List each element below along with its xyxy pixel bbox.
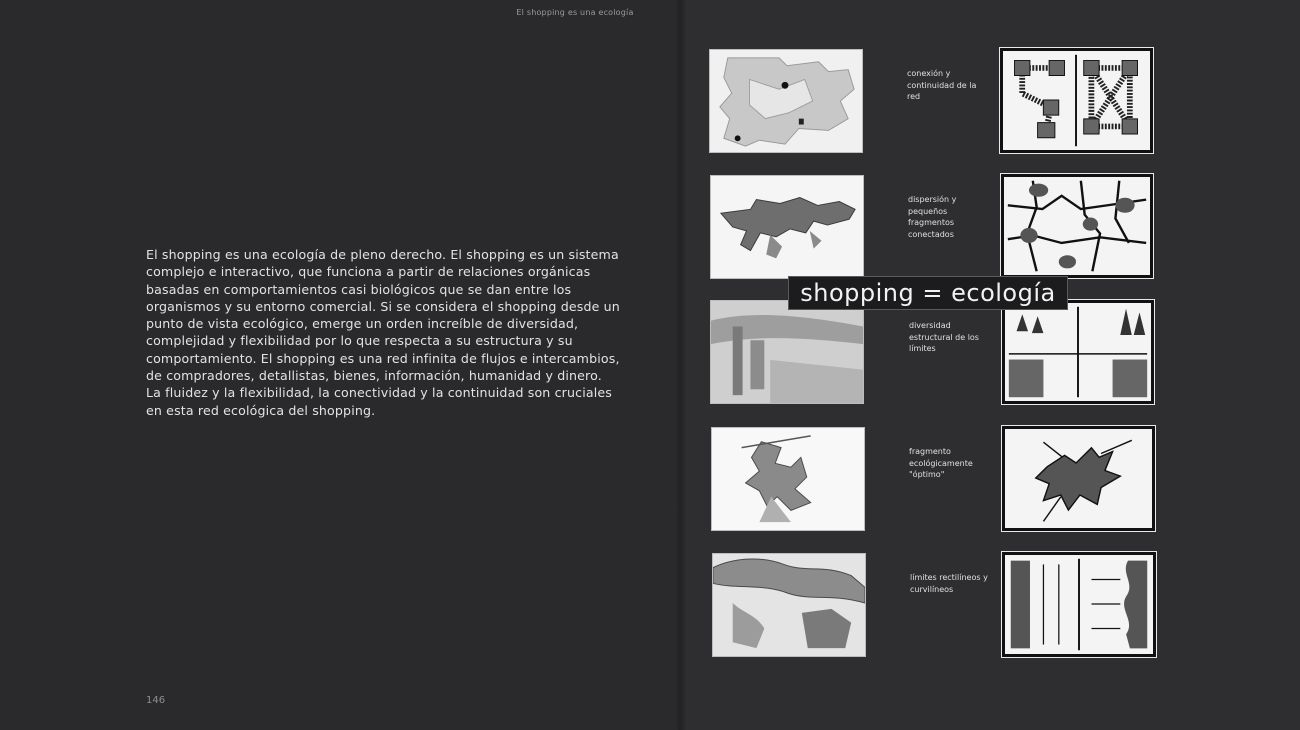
running-head: El shopping es una ecología [516,8,634,17]
body-paragraph: El shopping es una ecología de pleno derecho. El shopping es un sistema complejo e interactivo, que funciona a partir de relaciones orgánicas basadas en comportamientos casi biológicos que se dan entre los organismos y su entorno comercial. Si se considera el shopping desde un punto de vista ecológico, emerge un orden increíble de diversidad, complejidad y flexibilidad por lo que respecta a su estructura y su comportamiento. El shopping es una red infinita de flujos e intercambios, de compradores, detallistas, bienes, información, humanidad y dinero. La fluidez y la flexibilidad, la conectividad y la continuidad son cruciales en esta red ecológica del shopping. [146,247,620,418]
page-number: 146 [146,695,166,706]
model-photo-boundaries [710,300,864,404]
diagram-network-connectivity [1000,48,1153,153]
row-label-network: conexión y continuidad de la red [907,69,977,101]
row-label-linear-curved: límites rectilíneos y curvilíneos [910,573,988,594]
diagram-dispersion-fragments [1001,174,1153,278]
row-label-boundaries: diversidad estructural de los límites [909,321,979,353]
diagram-linear-curved-boundaries [1002,552,1156,657]
model-photo-optimal-fragment [711,427,865,531]
plan-photo-network [709,49,863,153]
model-photo-linear-boundaries [712,553,866,657]
book-gutter [676,0,686,730]
row-label-dispersion: dispersión y pequeños fragmentos conectados [908,195,957,239]
diagram-optimal-fragment [1002,426,1155,531]
row-label-optimal: fragmento ecológicamente "óptimo" [909,447,973,479]
model-photo-dispersion [710,175,864,279]
diagram-structural-boundaries [1002,300,1154,404]
page-title: shopping = ecología [788,276,1068,310]
